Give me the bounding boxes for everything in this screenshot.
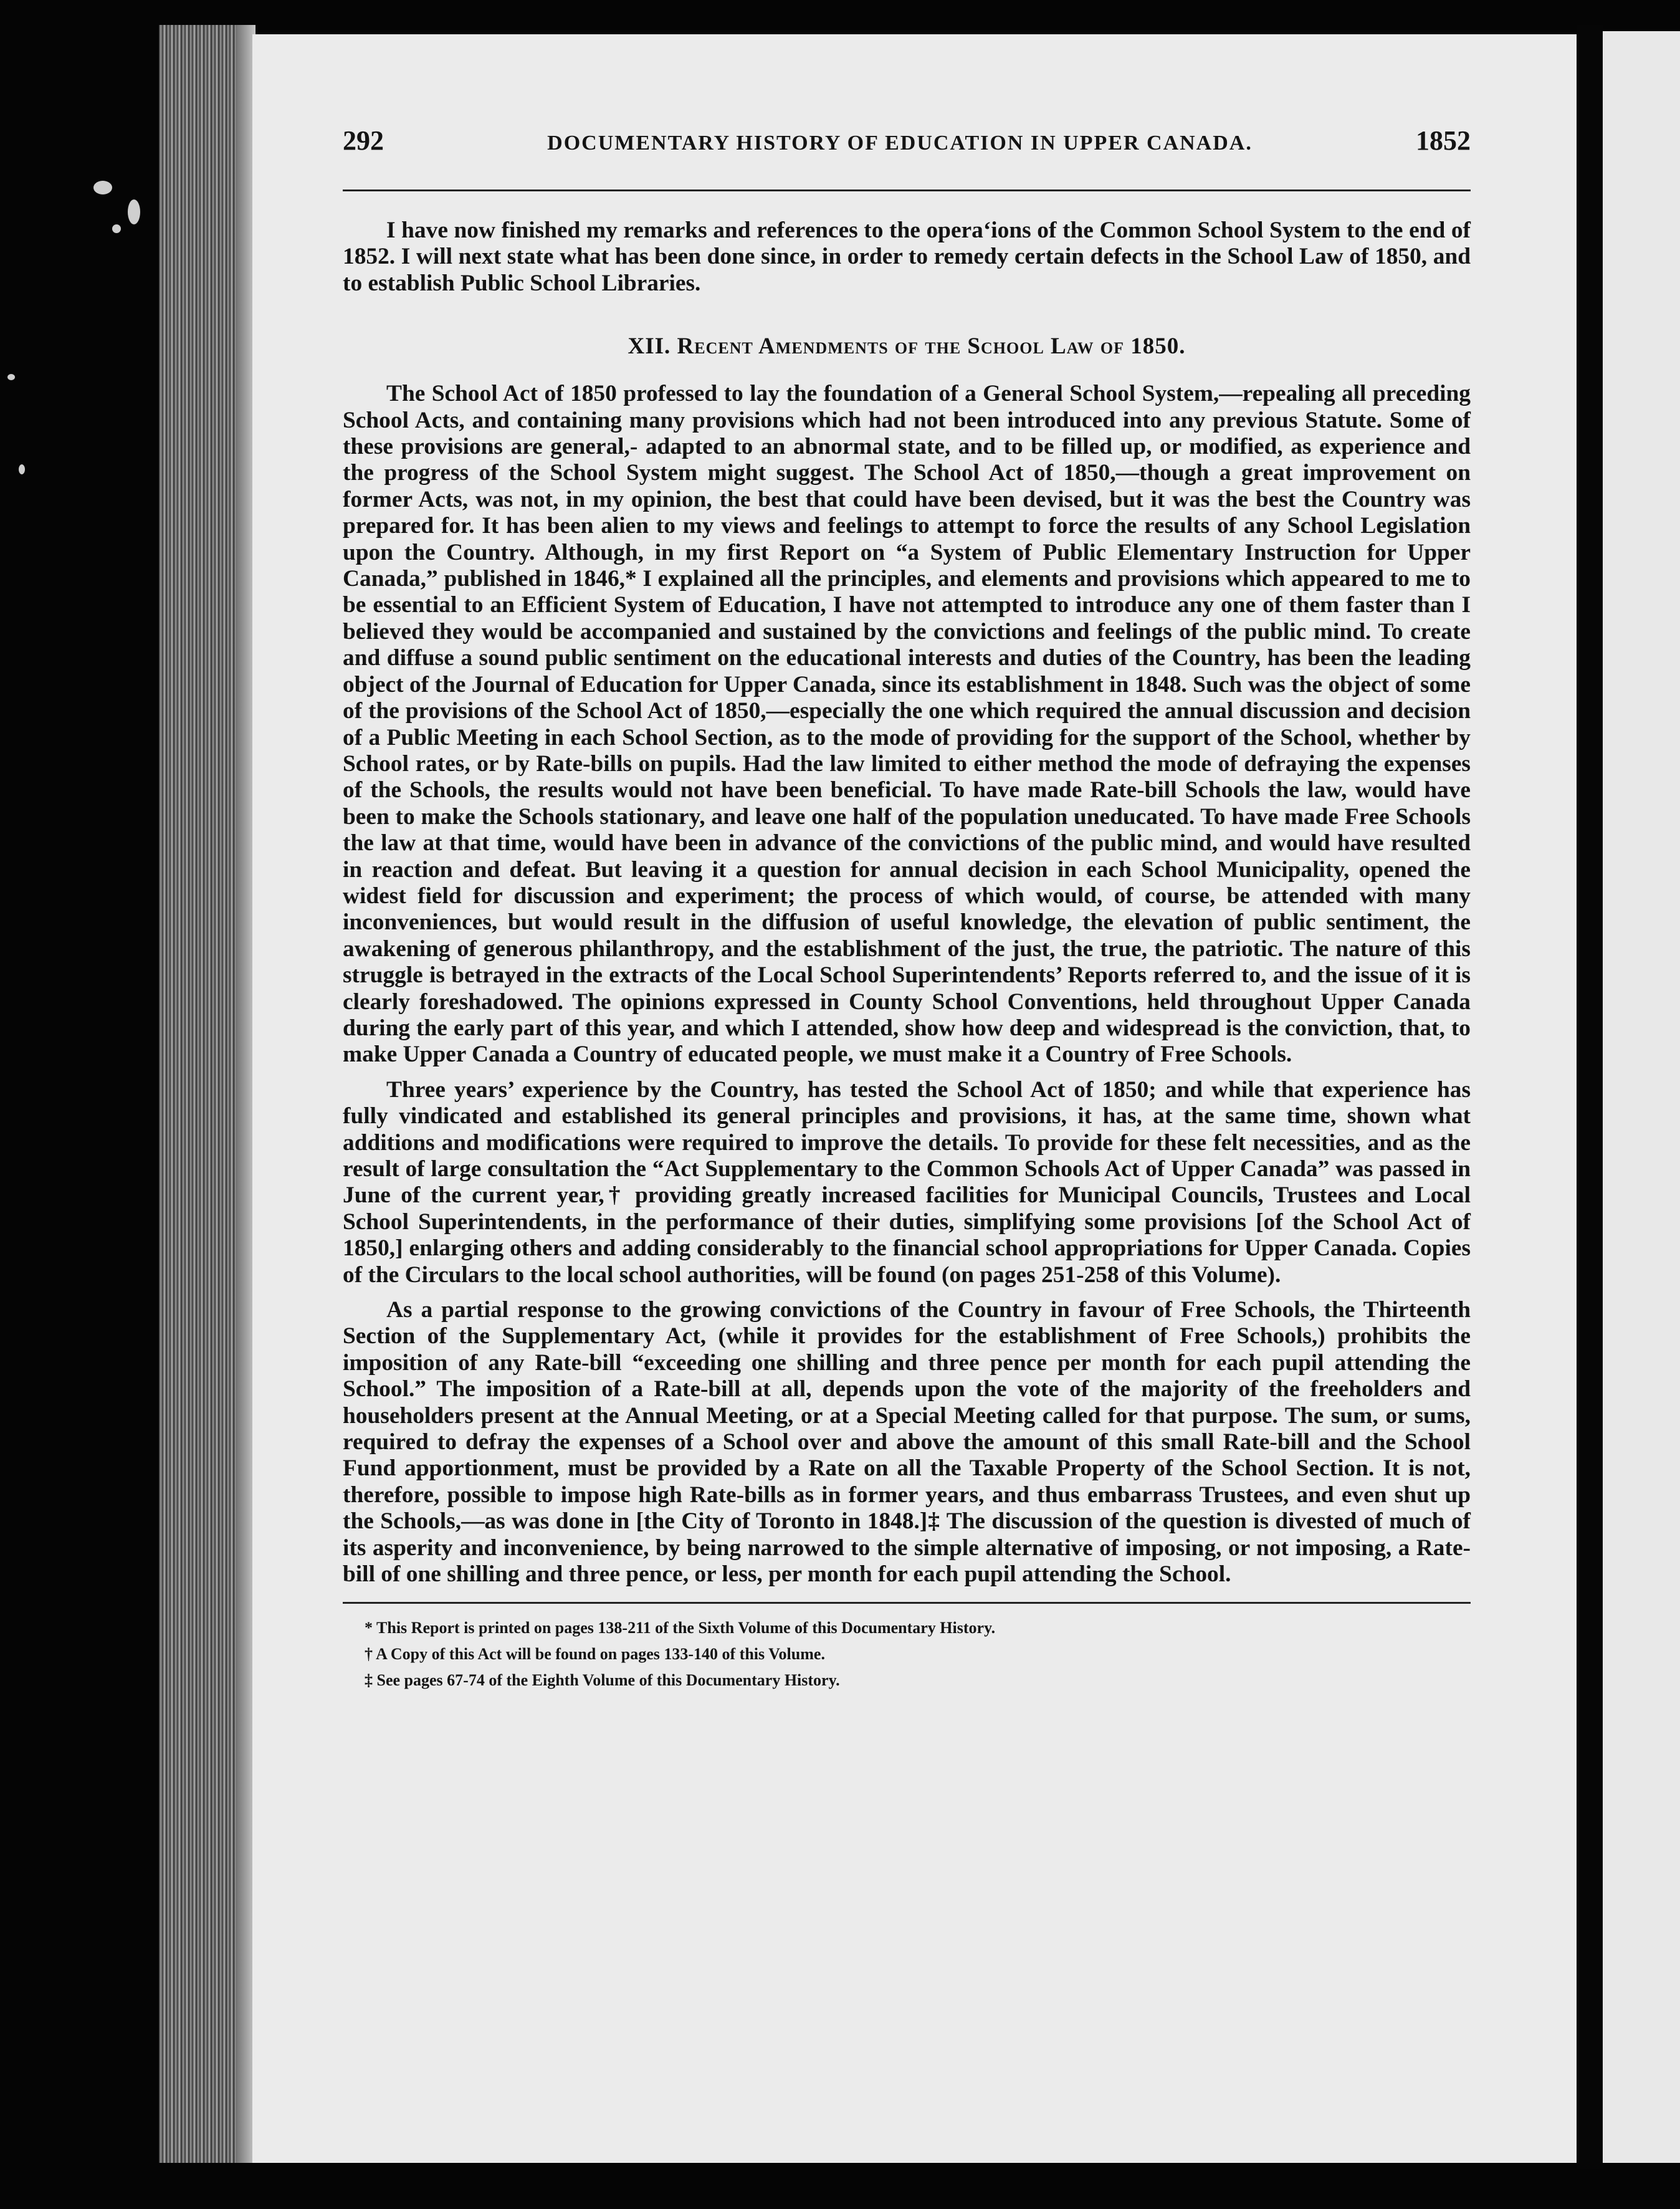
body-paragraph: The School Act of 1850 professed to lay the foundation of a General School System,—repealing all preceding School Acts, and containing many provisions which had not been introduced into any previous Statute. Some of these provisions are general,- adapted to an abnormal state, and to be filled up, or modified, as experience and the progress of the School System might suggest. The School Act of 1850,—though a great improvement on former Acts, was not, in my opinion, the best that could have been devised, but it was the best the Country was prepared for. It has been alien to my views and feelings to attempt to force the results of any School Legislation upon the Country. Although, in my first Report on “a System of Public Elementary Instruction for Upper Canada,” published in 1846,* I explained all the principles, and elements and provisions which appeared to me to be essential to an Efficient System of Education, I have not attempted to introduce any one of them faster than I believed they would be accompanied and sustained by the convictions and feelings of the public mind. To create and diffuse a sound public sentiment on the educational interests and duties of the Country, has been the leading object of the Journal of Education for Upper Canada, since its establishment in 1848. Such was the object of some of the provisions of the School Act of 1850,—especially the one which required the annual discussion and decision of a Public Meeting in each School Section, as to the mode of providing for the support of the School, whether by School rates, or by Rate-bills on pupils. Had the law limited to either method the mode of defraying the expenses of the Schools, the results would not have been beneficial. To have made Rate-bill Schools the law, would have been to make the Schools stationary, and leave one half of the population uneducated. To have made Free Schools the law at that time, would have been in advance of the convictions of the public mind, and would have resulted in reaction and defeat. But leaving it a question for annual decision in each School Municipality, opened the widest field for discussion and experiment; the process of which would, of course, be attended with many inconveniences, but would result in the diffusion of useful knowledge, the elevation of public sentiment, the awakening of generous philanthropy, and the establishment of the just, the true, the patriotic. The nature of this struggle is betrayed in the extracts of the Local School Superintendents’ Reports referred to, and the issue of it is clearly foreshadowed. The opinions expressed in County School Conventions, held throughout Upper Canada during the early part of this year, and which I attended, show how deep and widespread is the conviction, that, to make Upper Canada a Country of educated people, we must make it a Country of Free Schools. [343,381,1471,1068]
page-gutter [1577,25,1603,2169]
film-speck [7,374,15,380]
running-title: DOCUMENTARY HISTORY OF EDUCATION IN UPPER CANADA. [547,132,1253,155]
film-speck [93,181,112,194]
page-content [343,125,1471,1694]
facing-page-edge [1603,31,1680,2163]
body-paragraph: Three years’ experience by the Country, has tested the School Act of 1850; and while that experience has fully vindicated and established its general principles and provisions, it has, at the same time, shown what additions and modifications were required to improve the details. To provide for these felt necessities, and as the result of large consultation the “Act Supplementary to the Common Schools Act of Upper Canada” was passed in June of the current year,† providing greatly increased facilities for Municipal Councils, Trustees and Local School Superintendents, in the performance of their duties, simplifying some provisions [of the School Act of 1850,] enlarging others and adding considerably to the financial school appropriations for Upper Canada. Copies of the Circulars to the local school authorities, will be found (on pages 251-258 of this Volume). [343,1076,1471,1288]
film-speck [19,464,25,474]
book-page-edges [159,25,246,2163]
footnote: ‡ See pages 67-74 of the Eighth Volume of this Documentary History. [365,1670,840,1689]
running-head [343,125,1471,160]
film-speck [128,199,140,224]
footnote: † A Copy of this Act will be found on pages 133-140 of this Volume. [365,1644,825,1663]
section-title: Recent Amendments of the School Law of 1850. [677,333,1186,360]
page-number: 292 [343,125,384,156]
intro-paragraph: I have now finished my remarks and references to the operaʻions of the Common School System to the end of 1852. I will next state what has been done since, in order to remedy certain defects in the School Law of 1850, and to establish Public School Libraries. [343,218,1471,296]
header-rule [343,189,1471,191]
book-page [252,34,1577,2163]
film-speck [112,224,121,233]
section-number: XII. [628,333,671,360]
body-paragraph: As a partial response to the growing convictions of the Country in favour of Free Schools, the Thirteenth Section of the Supplementary Act, (while it provides for the establishment of Free Schools,) prohibits the imposition of any Rate-bill “exceeding one shilling and three pence per month for each pupil attending the School.” The imposition of a Rate-bill at all, depends upon the vote of the majority of the freeholders and householders present at the Annual Meeting, or at a Special Meeting called for that purpose. The sum, or sums, required to defray the expenses of a School over and above the amount of this small Rate-bill and the School Fund apportionment, must be provided by a Rate on all the Taxable Property of the School Section. It is not, therefore, possible to impose high Rate-bills as in former years, and thus embarrass Trustees, and even shut up the Schools,—as was done in [the City of Toronto in 1848.]‡ The discussion of the question is divested of much of its asperity and inconvenience, by being narrowed to the simple alternative of imposing, or not imposing, a Rate-bill of one shilling and three pence, or less, per month for each pupil attending the School. [343,1297,1471,1588]
footnote: * This Report is printed on pages 138-211 of the Sixth Volume of this Documentary History. [365,1618,996,1637]
section-heading [343,333,1471,360]
footnote-rule [343,1602,1471,1604]
header-year: 1852 [1415,125,1471,156]
